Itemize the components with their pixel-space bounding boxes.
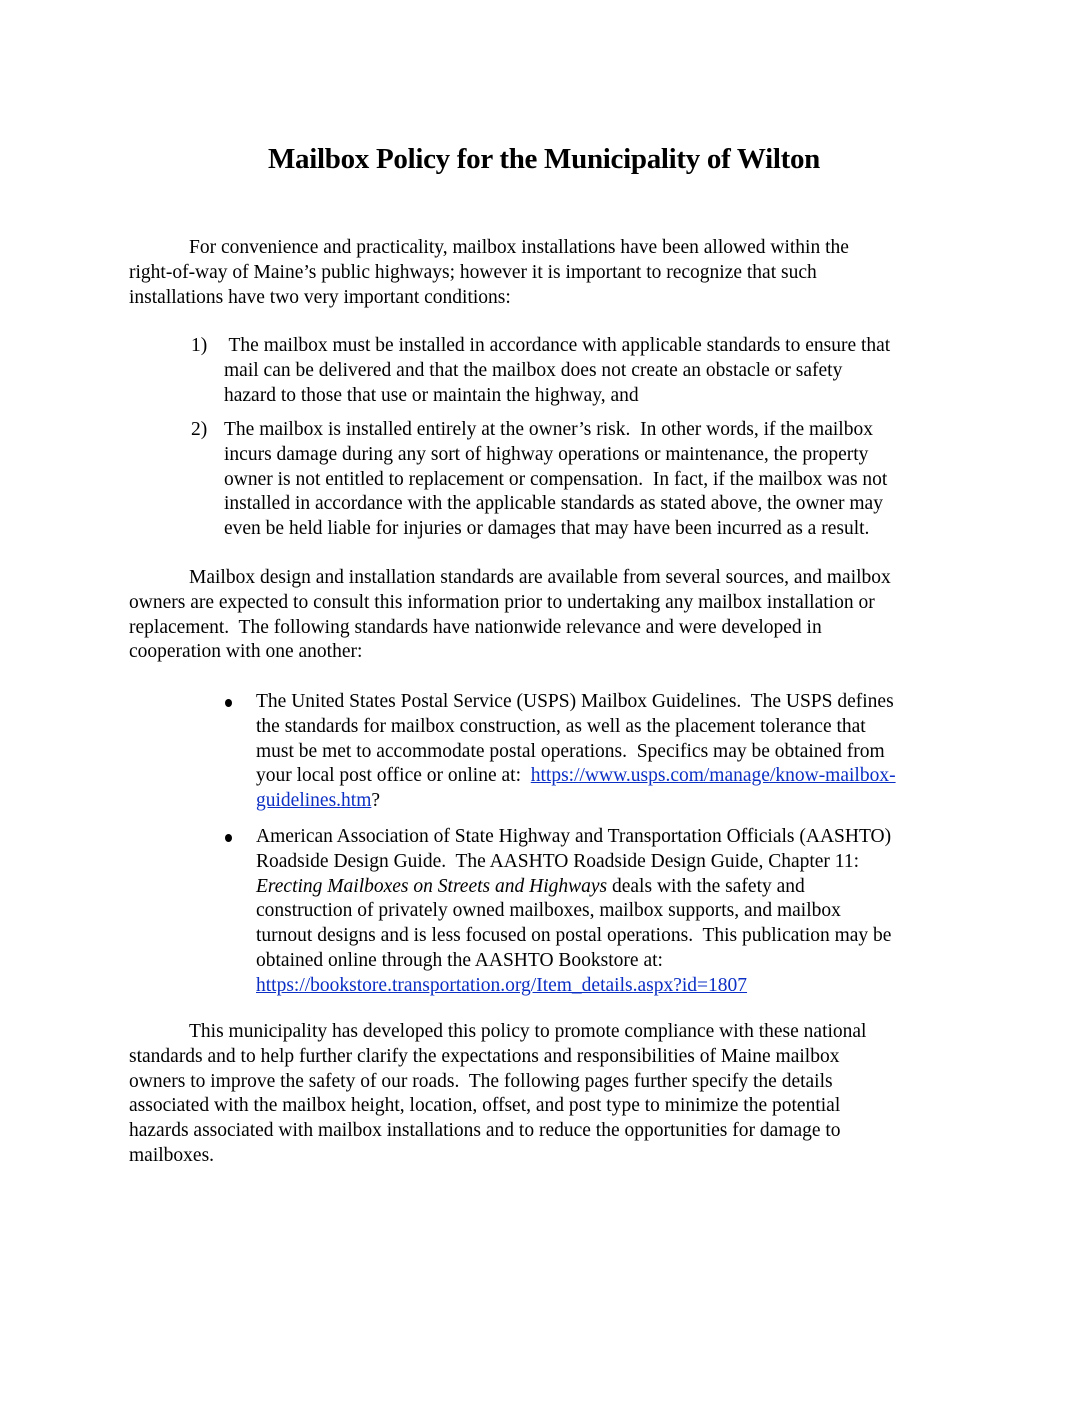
text-line: must be met to accommodate postal operations. Specifics may be obtained from <box>256 740 885 762</box>
text-line: mailboxes. <box>129 1144 215 1166</box>
text-line: incurs damage during any sort of highway operations or maintenance, the property <box>224 443 869 465</box>
usps-guidelines-link[interactable]: https://www.usps.com/manage/know-mailbox- <box>530 765 896 787</box>
text-line: cooperation with one another: <box>129 641 363 663</box>
text-fragment: deals with the safety and <box>607 875 805 897</box>
text-line <box>256 789 896 814</box>
list-number: 2) <box>191 419 208 440</box>
text-line: installations have two very important conditions: <box>129 286 511 308</box>
text-line: standards and to help further clarify the expectations and responsibilities of Maine mailbox <box>129 1045 840 1067</box>
text-line: The mailbox must be installed in accordance with applicable standards to ensure that <box>224 335 891 356</box>
text-line: For convenience and practicality, mailbox installations have been allowed within the <box>189 237 849 258</box>
text-line: This municipality has developed this policy to promote compliance with these national <box>189 1021 867 1042</box>
text-line <box>256 764 896 789</box>
bullet-icon <box>225 834 232 842</box>
text-line: The United States Postal Service (USPS) Mailbox Guidelines. The USPS defines <box>256 691 894 712</box>
text-line: owners to improve the safety of our roads. The following pages further specify the details <box>129 1070 833 1092</box>
page-title: Mailbox Policy for the Municipality of Wilton <box>267 143 820 175</box>
text-line: installed in accordance with the applicable standards as stated above, the owner may <box>224 493 883 515</box>
text-line: obtained online through the AASHTO Bookstore at: <box>256 949 663 971</box>
text-line: Mailbox design and installation standards are available from several sources, and mailbox <box>189 567 891 588</box>
publication-title: Erecting Mailboxes on Streets and Highways <box>256 875 608 897</box>
text-line: The mailbox is installed entirely at the owner’s risk. In other words, if the mailbox <box>224 419 873 440</box>
text-line: owner is not entitled to replacement or compensation. In fact, if the mailbox was not <box>224 468 888 490</box>
standards-intro-paragraph <box>129 566 979 665</box>
text-line: associated with the mailbox height, location, offset, and post type to minimize the potential <box>129 1095 841 1117</box>
text-line: the standards for mailbox construction, as well as the placement tolerance that <box>256 715 866 737</box>
text-line <box>256 875 891 900</box>
text-line: hazards associated with mailbox installations and to reduce the opportunities for damage to <box>129 1120 841 1142</box>
bullet-icon <box>225 699 232 707</box>
text-fragment: ? <box>371 790 381 812</box>
text-line: construction of privately owned mailboxes, mailbox supports, and mailbox <box>256 900 841 922</box>
aashto-bookstore-link[interactable]: https://bookstore.transportation.org/Item_details.aspx?id=1807 <box>256 974 748 996</box>
text-fragment: your local post office or online at: <box>256 765 531 787</box>
text-line: replacement. The following standards have nationwide relevance and were developed in <box>129 616 822 638</box>
intro-paragraph <box>129 236 979 310</box>
text-line: turnout designs and is less focused on postal operations. This publication may be <box>256 925 892 947</box>
text-line: right-of-way of Maine’s public highways; however it is important to recognize that such <box>129 261 817 283</box>
closing-paragraph <box>129 1020 979 1169</box>
usps-guidelines-link-continued[interactable]: guidelines.htm <box>256 790 372 812</box>
text-line: owners are expected to consult this information prior to undertaking any mailbox installation or <box>129 591 875 613</box>
text-line <box>256 974 891 999</box>
text-line: Roadside Design Guide. The AASHTO Roadside Design Guide, Chapter 11: <box>256 850 859 872</box>
list-number: 1) <box>191 335 208 356</box>
text-line: American Association of State Highway and Transportation Officials (AASHTO) <box>256 826 892 847</box>
text-line: even be held liable for injuries or damages that may have been incurred as a result. <box>224 518 870 540</box>
text-line: mail can be delivered and that the mailbox does not create an obstacle or safety <box>224 359 843 381</box>
text-line: hazard to those that use or maintain the highway, and <box>224 384 639 406</box>
